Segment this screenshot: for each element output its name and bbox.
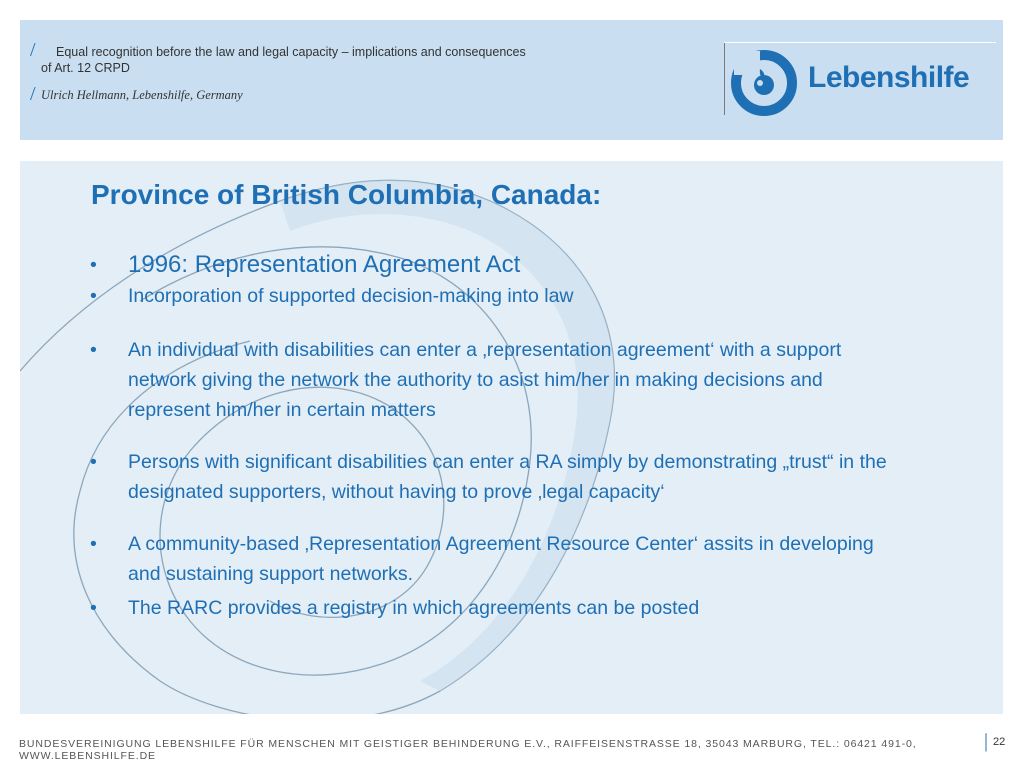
bullet-marker: • xyxy=(90,339,97,361)
header-slash-2: / xyxy=(30,83,36,105)
presenter-name: Ulrich Hellmann, Lebenshilfe, Germany xyxy=(41,88,243,102)
bullet-text: Incorporation of supported decision-making into law xyxy=(128,285,574,307)
bullet-text: 1996: Representation Agreement Act xyxy=(128,251,521,278)
bullet-marker: • xyxy=(90,451,97,473)
footer-divider: | xyxy=(984,730,989,752)
slide-header xyxy=(20,20,1003,140)
bullet-item xyxy=(90,529,890,589)
page-number: 22 xyxy=(993,736,1006,748)
header-slash-1: / xyxy=(30,39,36,61)
bullet-item xyxy=(90,249,890,281)
slide-heading: Province of British Columbia, Canada: xyxy=(91,179,602,210)
bullet-item xyxy=(90,447,890,507)
bullet-text: The RARC provides a registry in which agreements can be posted xyxy=(128,597,700,619)
bullet-text: An individual with disabilities can enter a ‚representation agreement‘ with a support network giving the network the authority to asist him/her in making decisions and represent him/her in certain matters xyxy=(128,339,842,421)
presentation-title-line2: of Art. 12 CRPD xyxy=(41,61,130,75)
lebenshilfe-emblem-icon xyxy=(724,43,808,117)
bullet-marker: • xyxy=(90,533,97,555)
bullet-item xyxy=(90,281,890,311)
bullet-marker: • xyxy=(90,597,97,619)
bullet-item xyxy=(90,593,890,623)
bullet-marker: • xyxy=(90,254,97,276)
lebenshilfe-logo xyxy=(724,42,996,117)
bullet-marker: • xyxy=(90,285,97,307)
slide-content xyxy=(20,161,1003,714)
bullet-text: Persons with significant disabilities can enter a RA simply by demonstrating „trust“ in the designated supporters, without having to prove ‚legal capacity‘ xyxy=(128,451,887,503)
bullet-item xyxy=(90,335,890,425)
presentation-title-line1: Equal recognition before the law and legal capacity – implications and consequences xyxy=(56,45,526,59)
bullet-text: A community-based ‚Representation Agreement Resource Center‘ assits in developing and sustaining support networks. xyxy=(128,533,874,585)
bullet-list xyxy=(90,249,890,623)
logo-wordmark: Lebenshilfe xyxy=(808,61,970,94)
footer-address: BUNDESVEREINIGUNG LEBENSHILFE FÜR MENSCHEN MIT GEISTIGER BEHINDERUNG E.V., RAIFFEISENSTRASSE 18, 35043 MARBURG, TEL.: 06421 491-0, WWW.LEBENSHILFE.DE xyxy=(19,738,917,762)
